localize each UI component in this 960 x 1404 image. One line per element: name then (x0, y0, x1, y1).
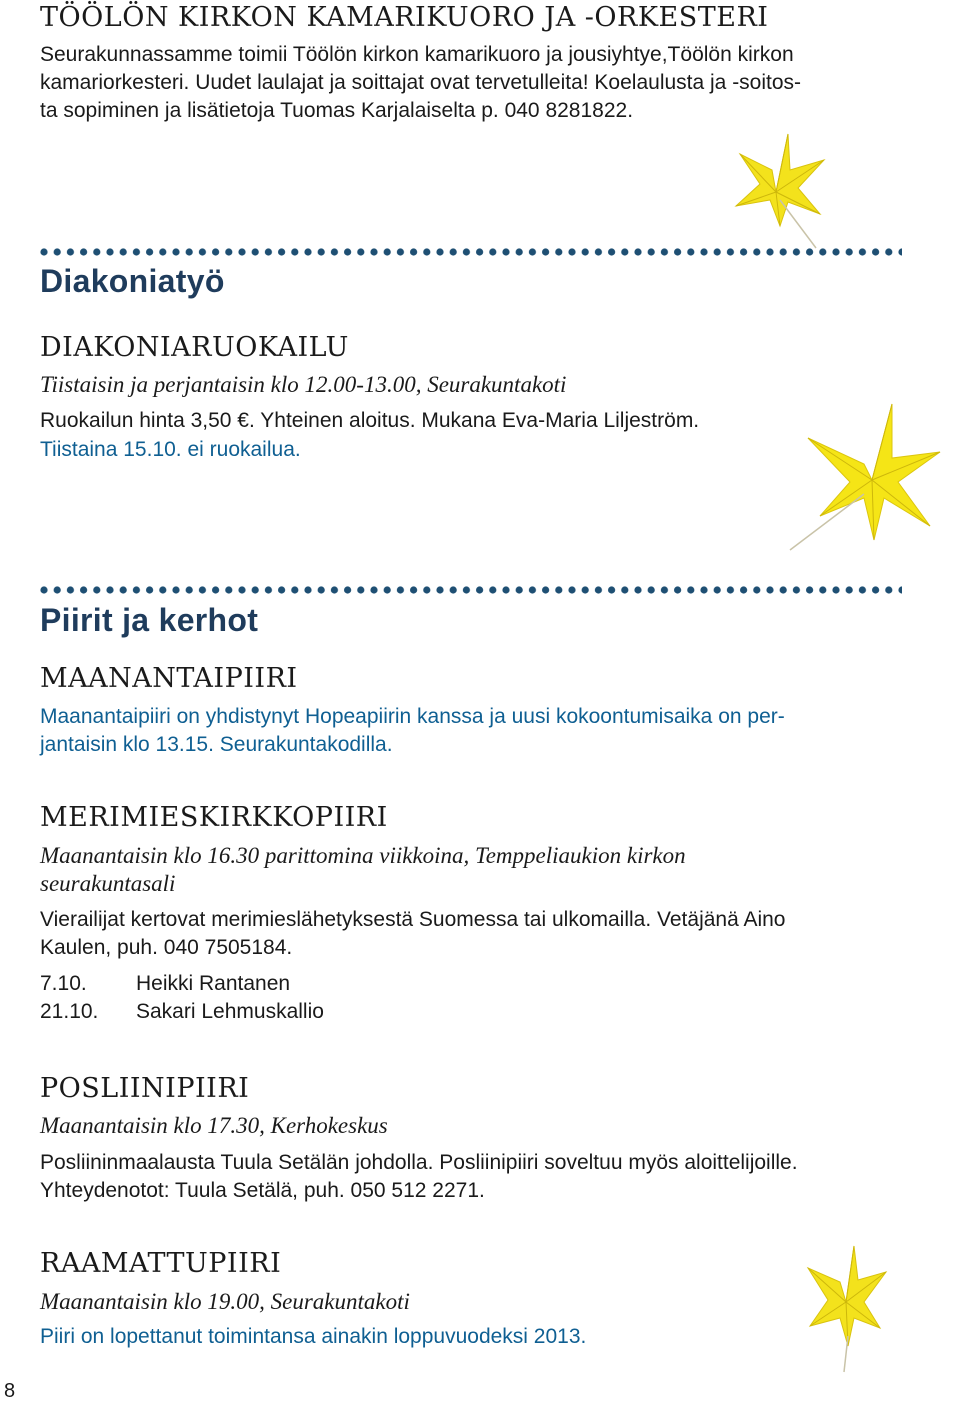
posliinipiiri-body (40, 1149, 798, 1205)
time-line: seurakuntasali (40, 871, 176, 896)
merimieskirkkopiiri-heading: MERIMIESKIRKKOPIIRI (40, 802, 388, 833)
maple-leaf-icon (728, 130, 828, 250)
raamattupiiri-time: Maanantaisin klo 19.00, Seurakuntakoti (40, 1289, 410, 1314)
body-line: Posliininmaalausta Tuula Setälän johdolla. Posliinipiiri soveltuu myös aloittelijoille. (40, 1151, 798, 1174)
schedule-speaker: Sakari Lehmuskallio (136, 1000, 324, 1023)
diakoniaruokailu-note: Tiistaina 15.10. ei ruokailua. (40, 438, 301, 461)
merimieskirkkopiiri-time (40, 842, 686, 898)
body-line: Maanantaipiiri on yhdistynyt Hopeapiirin kanssa ja uusi kokoontumisaika on per- (40, 705, 785, 728)
time-line: Maanantaisin klo 16.30 parittomina viikkoina, Temppeliaukion kirkon (40, 843, 686, 868)
diakoniaruokailu-body: Ruokailun hinta 3,50 €. Yhteinen aloitus. Mukana Eva-Maria Liljeström. (40, 409, 700, 432)
posliinipiiri-time: Maanantaisin klo 17.30, Kerhokeskus (40, 1113, 388, 1138)
section-title-diakonia: Diakoniatyö (40, 263, 225, 299)
merimieskirkkopiiri-body (40, 906, 785, 962)
schedule-row (40, 970, 324, 998)
schedule-row (40, 998, 324, 1026)
body-line: kamariorkesteri. Uudet laulajat ja soittajat ovat tervetulleita! Koelaulusta ja -soitos- (40, 71, 802, 94)
schedule-speaker: Heikki Rantanen (136, 972, 291, 995)
posliinipiiri-heading: POSLIINIPIIRI (40, 1073, 250, 1104)
maple-leaf-icon (800, 1244, 890, 1374)
schedule-date: 7.10. (40, 972, 87, 995)
body-line: Kaulen, puh. 040 7505184. (40, 936, 293, 959)
section-title-piirit: Piirit ja kerhot (40, 602, 259, 638)
dotted-divider (40, 246, 902, 258)
body-line: ta sopiminen ja lisätietoja Tuomas Karjalaiselta p. 040 8281822. (40, 99, 634, 122)
merimieskirkkopiiri-schedule (40, 970, 324, 1026)
diakoniaruokailu-time: Tiistaisin ja perjantaisin klo 12.00-13.00, Seurakuntakoti (40, 372, 567, 397)
raamattupiiri-body: Piiri on lopettanut toimintansa ainakin loppuvuodeksi 2013. (40, 1325, 587, 1348)
kamarikuoro-heading: TÖÖLÖN KIRKON KAMARIKUORO JA -ORKESTERI (40, 2, 769, 33)
page-number: 8 (4, 1380, 16, 1402)
maanantaipiiri-body (40, 703, 785, 759)
body-line: Vierailijat kertovat merimieslähetyksestä Suomessa tai ulkomailla. Vetäjänä Aino (40, 908, 786, 931)
raamattupiiri-heading: RAAMATTUPIIRI (40, 1248, 282, 1279)
body-line: jantaisin klo 13.15. Seurakuntakodilla. (40, 733, 393, 756)
diakoniaruokailu-heading: DIAKONIARUOKAILU (40, 332, 349, 363)
dotted-divider (40, 584, 902, 596)
body-line: Seurakunnassamme toimii Töölön kirkon kamarikuoro ja jousiyhtye,Töölön kirkon (40, 43, 794, 66)
schedule-date: 21.10. (40, 1000, 99, 1023)
maanantaipiiri-heading: MAANANTAIPIIRI (40, 663, 298, 694)
body-line: Yhteydenotot: Tuula Setälä, puh. 050 512 2271. (40, 1179, 485, 1202)
maple-leaf-icon (780, 398, 950, 558)
kamarikuoro-body (40, 41, 801, 125)
